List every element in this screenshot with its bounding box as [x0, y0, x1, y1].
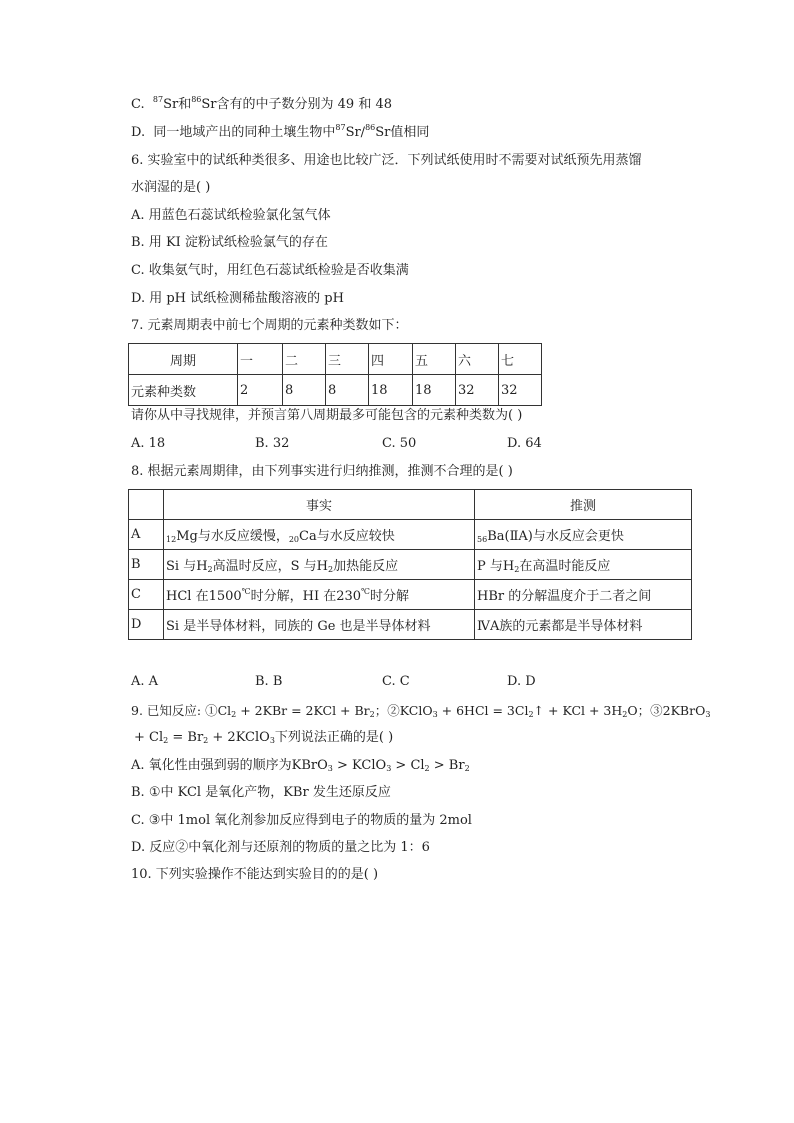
table-cell: P 与$H_2$在高温时能反应	[475, 550, 692, 580]
table-cell: 七	[499, 344, 542, 375]
table-header-inference: 推测	[475, 490, 692, 520]
q10-stem: 10. 下列实验操作不能达到实验目的的是( )	[131, 867, 379, 882]
q5-option-d: D. 同一地域产出的同种土壤生物中$^{87}$Sr/$^{86}$Sr值相同	[131, 123, 430, 140]
table-cell: 元素种类数	[129, 375, 238, 406]
q8-stem: 8. 根据元素周期律，由下列事实进行归纳推测，推测不合理的是( )	[131, 464, 513, 479]
q9-option-a: A. 氧化性由强到弱的顺序为KBrO$_3$ > KClO$_3$ > $Cl_2 > Br_2$	[131, 758, 470, 773]
table-cell	[129, 490, 164, 520]
q9-stem-line1: 9. 已知反应: $①Cl_2 + 2KBr = 2KCl + Br_2$；②KClO$_3$ + $6HCl = 3Cl_2↑$ + KCl + $3H_2O$；③2KBrO$_3$	[131, 703, 711, 719]
table-header-fact: 事实	[164, 490, 475, 520]
table-row	[129, 610, 692, 640]
table-cell: C	[129, 580, 164, 610]
q7-table	[128, 343, 542, 406]
table-cell: 18	[369, 375, 413, 406]
q8-option-a: A. A	[131, 674, 159, 689]
table-cell: 五	[413, 344, 456, 375]
q7-option-c: C. 50	[382, 436, 417, 451]
q9-option-c: C. ③中 1mol 氧化剂参加反应得到电子的物质的量为 2mol	[131, 813, 472, 828]
q8-option-c: C. C	[382, 674, 410, 689]
table-cell: D	[129, 610, 164, 640]
table-cell: Si 与$H_2$高温时反应，S 与$H_2$加热能反应	[164, 550, 475, 580]
q7-option-b: B. 32	[255, 436, 290, 451]
q8-option-b: B. B	[255, 674, 283, 689]
q9-option-b: B. ①中 KCl 是氧化产物，KBr 发生还原反应	[131, 785, 391, 800]
q6-option-d: D. 用 pH 试纸检测稀盐酸溶液的 pH	[131, 291, 344, 306]
q7-option-a: A. 18	[131, 436, 166, 451]
table-row	[129, 344, 542, 375]
table-cell: 8	[283, 375, 326, 406]
table-cell: $_{56}$Ba(ⅡA)与水反应会更快	[475, 520, 692, 550]
table-row	[129, 490, 692, 520]
q5-option-c: C. $^{87}$Sr和$^{86}$Sr含有的中子数分别为 49 和 48	[131, 95, 393, 112]
table-row	[129, 550, 692, 580]
q7-stem: 7. 元素周期表中前七个周期的元素种类数如下：	[131, 318, 408, 333]
table-cell: 三	[326, 344, 369, 375]
q7-option-d: D. 64	[507, 436, 542, 451]
table-row	[129, 520, 692, 550]
q8-table	[128, 489, 692, 640]
table-cell: 18	[413, 375, 456, 406]
table-cell: B	[129, 550, 164, 580]
table-row	[129, 580, 692, 610]
table-cell: 二	[283, 344, 326, 375]
table-cell: $_{12}$Mg与水反应缓慢，$_{20}$Ca与水反应较快	[164, 520, 475, 550]
table-cell: 2	[238, 375, 283, 406]
table-cell: Si 是半导体材料，同族的 Ge 也是半导体材料	[164, 610, 475, 640]
table-cell: 8	[326, 375, 369, 406]
q8-option-d: D. D	[507, 674, 536, 689]
q6-stem-line1: 6. 实验室中的试纸种类很多、用途也比较广泛．下列试纸使用时不需要对试纸预先用蒸馏	[131, 153, 642, 168]
table-cell: 32	[456, 375, 499, 406]
q6-option-b: B. 用 KI 淀粉试纸检验氯气的存在	[131, 235, 328, 250]
table-cell: 周期	[129, 344, 238, 375]
table-cell: 六	[456, 344, 499, 375]
table-cell: ⅣA族的元素都是半导体材料	[475, 610, 692, 640]
table-cell: A	[129, 520, 164, 550]
q7-question: 请你从中寻找规律，并预言第八周期最多可能包含的元素种类数为( )	[131, 408, 523, 423]
table-cell: 32	[499, 375, 542, 406]
table-row	[129, 375, 542, 406]
q6-stem-line2: 水润湿的是( )	[131, 180, 211, 195]
table-cell: HBr 的分解温度介于二者之间	[475, 580, 692, 610]
table-cell: 四	[369, 344, 413, 375]
q7-options	[131, 435, 651, 453]
q9-stem-line2: + $Cl_2 = Br_2$ + 2KClO$_3$下列说法正确的是( )	[134, 730, 394, 745]
table-cell: HCl 在1500℃时分解，HI 在230℃时分解	[164, 580, 475, 610]
q8-options	[131, 673, 651, 691]
q6-option-a: A. 用蓝色石蕊试纸检验氯化氢气体	[131, 208, 331, 223]
q9-option-d: D. 反应②中氧化剂与还原剂的物质的量之比为 1：6	[131, 840, 430, 855]
q6-option-c: C. 收集氨气时，用红色石蕊试纸检验是否收集满	[131, 263, 409, 278]
table-cell: 一	[238, 344, 283, 375]
